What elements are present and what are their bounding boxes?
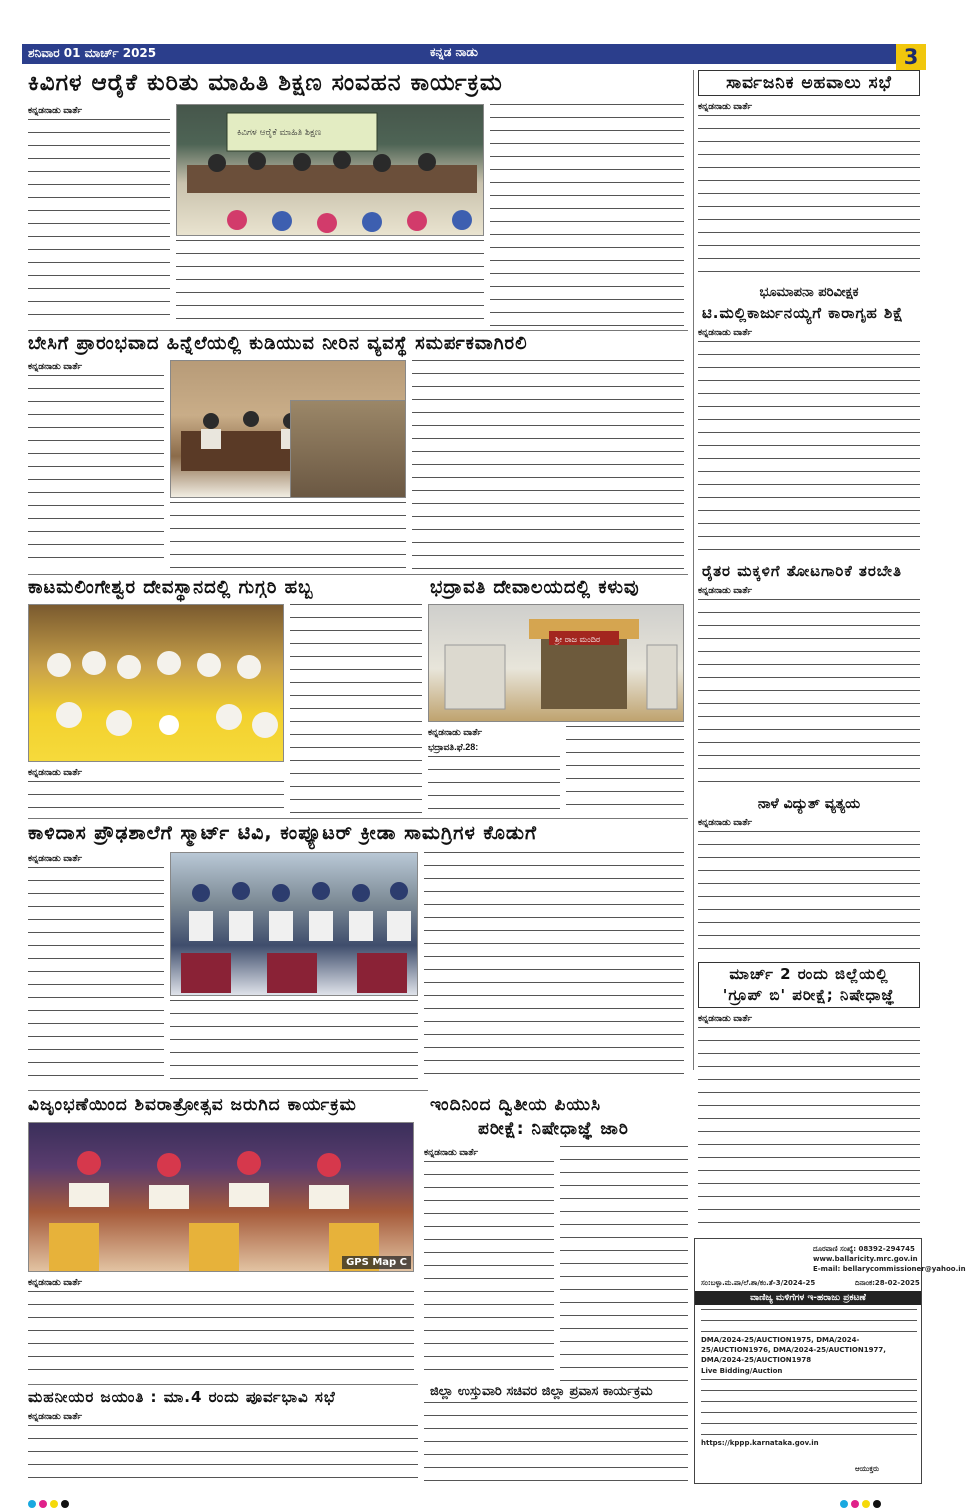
article-7-headline-1: ಇಂದಿನಿಂದ ದ್ವಿತೀಯ ಪಿಯುಸಿ: [430, 1095, 602, 1115]
notice-date: ದಿನಾಂಕ:28-02-2025: [855, 1279, 920, 1287]
article-5-photo-scene: [171, 853, 419, 997]
article-1-body-b: [176, 240, 484, 326]
article-5-body: ಕನ್ನಡನಾಡು ವಾರ್ತೆ: [28, 852, 164, 1086]
article-4-photo-scene: [429, 605, 685, 723]
article-8-headline: ಮಹನೀಯರ ಜಯಂತಿ : ಮಾ.4 ರಂದು ಪೂರ್ವಭಾವಿ ಸಭೆ: [28, 1388, 336, 1406]
rule-a5-top: [28, 818, 688, 819]
article-1-banner-text: ಕಿವಿಗಳ ಆರೈಕೆ ಮಾಹಿತಿ ಶಿಕ್ಷಣ: [237, 128, 322, 138]
article-1-headline: ಕಿವಿಗಳ ಆರೈಕೆ ಕುರಿತು ಮಾಹಿತಿ ಶಿಕ್ಷಣ ಸಂವಹನ ಕಾರ್ಯಕ್ರಮ: [28, 70, 503, 96]
article-4-sign-text: ಶ್ರೀ ರಾಜ ಮಂದಿರ: [555, 635, 601, 644]
rule-a3-top: [28, 574, 688, 575]
rule-a2-top: [28, 330, 688, 331]
article-6-headline: ವಿಜೃಂಭಣೆಯಿಂದ ಶಿವರಾತ್ರೋತ್ಸವ ಜರುಗಿದ ಕಾರ್ಯಕ್ರಮ: [28, 1095, 357, 1115]
sidebar-1-headline: ಸಾರ್ವಜನಿಕ ಅಹವಾಲು ಸಭೆ: [698, 70, 920, 96]
notice-title: ವಾಣಿಜ್ಯ ಮಳಿಗೆಗಳ ಇ-ಹರಾಜು ಪ್ರಕಟಣೆ: [695, 1291, 921, 1305]
notice-website: www.ballaricity.mrc.gov.in: [813, 1255, 918, 1263]
article-2-body-c: [412, 360, 684, 570]
sidebar-6-body: ಕನ್ನಡನಾಡು ವಾರ್ತೆ: [698, 1012, 920, 1232]
article-3-headline: ಕಾಟಮಲಿಂಗೇಶ್ವರ ದೇವಸ್ಥಾನದಲ್ಲಿ ಗುಗ್ಗರಿ ಹಬ್ಬ: [28, 577, 314, 598]
page-number: 3: [896, 44, 926, 70]
sidebar-4-headline: ರೈತರ ಮಕ್ಕಳಿಗೆ ತೋಟಗಾರಿಕೆ ತರಬೇತಿ: [702, 562, 902, 580]
article-7-body: ಕನ್ನಡನಾಡು ವಾರ್ತೆ: [424, 1146, 554, 1382]
notice-body-a: [701, 1309, 917, 1333]
notice-ref: ಸಂ:ಬಳ್ಳಾ.ಮ.ಪಾ/ಲೆ.ಶಾ/ಕಂ.ತೆ-3/2024-25: [701, 1279, 816, 1287]
masthead-bar: [22, 44, 902, 64]
notice-portal: https://kppp.karnataka.gov.in: [701, 1439, 819, 1447]
sidebar-5-headline: ನಾಳೆ ವಿದ್ಯುತ್ ವ್ಯತ್ಯಯ: [757, 796, 861, 812]
notice-auction-codes: DMA/2024-25/AUCTION1975, DMA/2024-25/AUCTION1976, DMA/2024-25/AUCTION1977, DMA/2024-25/AUCTION1978: [701, 1336, 886, 1364]
article-9-body: [424, 1402, 688, 1484]
article-3-body-b: [290, 604, 422, 814]
article-4-body-b: [566, 726, 684, 814]
article-4-headline: ಭದ್ರಾವತಿ ದೇವಾಲಯದಲ್ಲಿ ಕಳುವು: [430, 577, 640, 598]
article-6-gps-label: GPS Map C: [342, 1256, 411, 1269]
article-2-body: ಕನ್ನಡನಾಡು ವಾರ್ತೆ: [28, 360, 164, 570]
article-1-photo-scene: [177, 105, 485, 237]
article-7-headline-2: ಪರೀಕ್ಷೆ: ನಿಷೇಧಾಜ್ಞೆ ಜಾರಿ: [478, 1119, 629, 1139]
article-2-body-b: [170, 502, 406, 570]
article-3-photo-scene: [29, 605, 285, 763]
sidebar-6-headline-2: 'ಗ್ರೂಪ್ ಬಿ' ಪರೀಕ್ಷೆ; ನಿಷೇಧಾಜ್ಞೆ: [698, 984, 920, 1008]
tender-notice: [694, 1238, 966, 1484]
notice-phone: ದೂರವಾಣಿ ಸಂಖ್ಯೆ: 08392-294745: [813, 1245, 915, 1253]
article-4-photo: [428, 604, 684, 722]
article-5-body-b: [170, 1000, 418, 1086]
article-6-photo: [28, 1122, 414, 1272]
article-5-body-c: [424, 852, 684, 1086]
rule-a8-top: [28, 1384, 418, 1385]
notice-email: E-mail: bellarycommissioner@yahoo.in: [813, 1265, 966, 1273]
article-9-headline: ಜಿಲ್ಲಾ ಉಸ್ತುವಾರಿ ಸಚಿವರ ಜಿಲ್ಲಾ ಪ್ರವಾಸ ಕಾರ್ಯಕ್ರಮ: [430, 1384, 653, 1399]
sidebar-divider: [693, 70, 694, 1070]
sidebar-1-body: ಕನ್ನಡನಾಡು ವಾರ್ತೆ: [698, 100, 920, 280]
article-7-body-b: [560, 1146, 688, 1382]
sidebar-3-body: ಕನ್ನಡನಾಡು ವಾರ್ತೆ: [698, 326, 920, 556]
sidebar-5-body: ಕನ್ನಡನಾಡು ವಾರ್ತೆ: [698, 816, 920, 956]
notice-body-b: [701, 1379, 917, 1435]
article-1-body: ಕನ್ನಡನಾಡು ವಾರ್ತೆ: [28, 104, 170, 326]
registration-marks: [28, 1493, 118, 1503]
sidebar-3-headline: ಟಿ.ಮಲ್ಲಿಕಾರ್ಜುನಯ್ಯಗೆ ಕಾರಾಗೃಹ ಶಿಕ್ಷೆ: [702, 304, 904, 322]
article-1-photo: [176, 104, 484, 236]
masthead-date: ಶನಿವಾರ 01 ಮಾರ್ಚ್ 2025: [28, 46, 157, 60]
notice-bidding: Live Bidding/Auction: [701, 1367, 783, 1375]
article-5-headline: ಕಾಳಿದಾಸ ಪ್ರೌಢಶಾಲೆಗೆ ಸ್ಮಾರ್ಟ್ ಟಿವಿ, ಕಂಪ್ಯೂಟರ್ ಕ್ರೀಡಾ ಸಾಮಗ್ರಿಗಳ ಕೊಡುಗೆ: [28, 822, 538, 844]
registration-marks-right: [840, 1493, 930, 1503]
article-5-photo: [170, 852, 418, 996]
sidebar-2-headline: ಭೂಮಾಪನಾ ಪರಿವೀಕ್ಷಕ: [759, 285, 859, 300]
notice-footer: ಆಯುಕ್ತರು: [855, 1465, 880, 1473]
article-2-headline: ಬೇಸಿಗೆ ಪ್ರಾರಂಭವಾದ ಹಿನ್ನೆಲೆಯಲ್ಲಿ ಕುಡಿಯುವ ನೀರಿನ ವ್ಯವಸ್ಥೆ ಸಮರ್ಪಕವಾಗಿರಲಿ: [28, 333, 528, 354]
article-1-body-c: [490, 104, 684, 326]
article-2-photo-2: [290, 400, 406, 498]
article-3-photo: [28, 604, 284, 762]
article-3-body: ಕನ್ನಡನಾಡು ವಾರ್ತೆ: [28, 766, 284, 814]
article-8-body: ಕನ್ನಡನಾಡು ವಾರ್ತೆ: [28, 1410, 418, 1484]
sidebar-4-body: ಕನ್ನಡನಾಡು ವಾರ್ತೆ: [698, 584, 920, 792]
article-6-photo-scene: [29, 1123, 415, 1273]
rule-a6-top: [28, 1090, 428, 1091]
masthead-brand: ಕನ್ನಡ ನಾಡು: [430, 45, 478, 59]
sidebar-6-headline-1: ಮಾರ್ಚ್ 2 ರಂದು ಜಿಲ್ಲೆಯಲ್ಲಿ: [698, 962, 920, 986]
article-4-body: ಕನ್ನಡನಾಡು ವಾರ್ತೆ ಭದ್ರಾವತಿ.ಫೆ.28:: [428, 726, 560, 814]
article-6-body: ಕನ್ನಡನಾಡು ವಾರ್ತೆ: [28, 1276, 414, 1380]
